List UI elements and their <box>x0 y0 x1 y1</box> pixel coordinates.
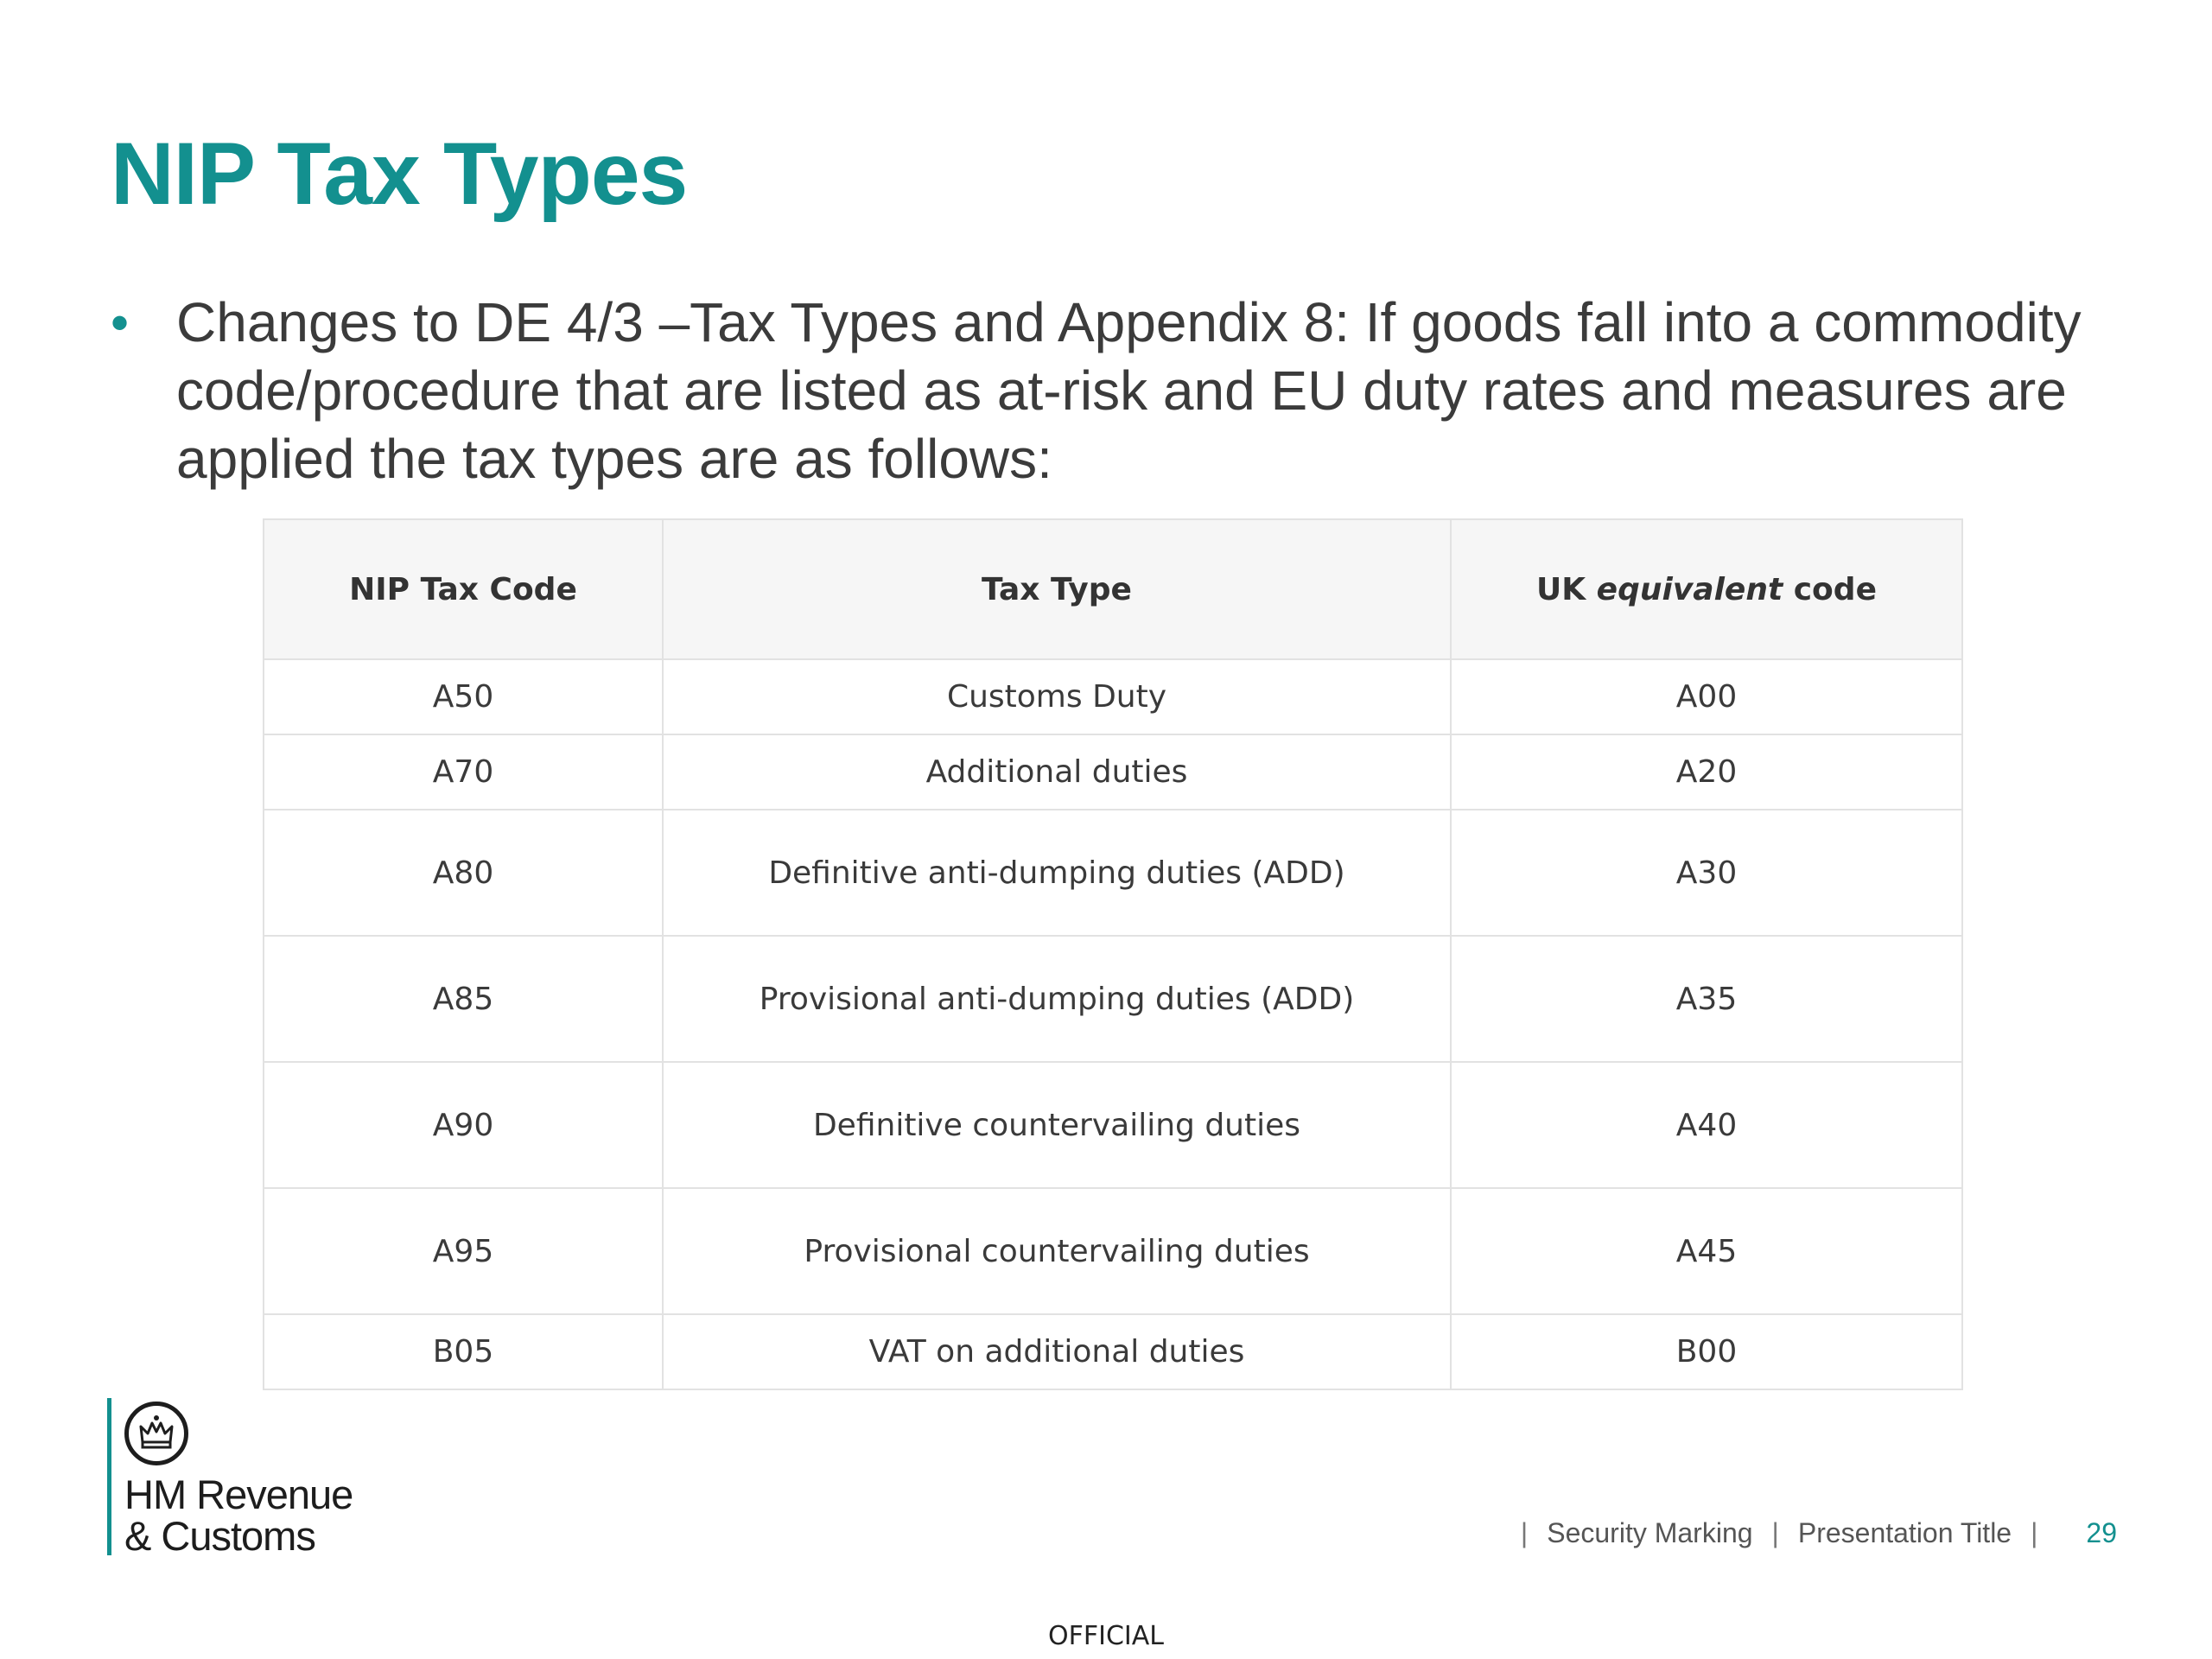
table-row <box>264 734 1962 810</box>
cell-tax-type: Customs Duty <box>663 659 1451 734</box>
page-title: NIP Tax Types <box>111 124 688 223</box>
bullet-point <box>111 289 2133 493</box>
cell-nip-code: A80 <box>264 810 663 936</box>
bullet-text: Changes to DE 4/3 –Tax Types and Appendix 8: If goods fall into a commodity code/procedure that are listed as at-risk and EU duty rates and measures are applied the tax types are as follows: <box>176 291 2082 490</box>
table-row <box>264 810 1962 936</box>
footer-meta <box>1502 1517 2117 1549</box>
footer-separator: | <box>1520 1517 1529 1548</box>
header-uk-equivalent-code <box>1451 519 1962 659</box>
logo-wordmark <box>124 1471 353 1559</box>
footer-separator: | <box>1771 1517 1779 1548</box>
logo-line-1: HM Revenue <box>124 1471 353 1517</box>
header-uk-italic: equivalent <box>1596 571 1783 607</box>
cell-uk-code: A00 <box>1451 659 1962 734</box>
cell-uk-code: A40 <box>1451 1062 1962 1188</box>
cell-tax-type: Provisional anti-dumping duties (ADD) <box>663 936 1451 1062</box>
table-row <box>264 936 1962 1062</box>
cell-uk-code: A30 <box>1451 810 1962 936</box>
header-uk-prefix: UK <box>1536 571 1597 607</box>
official-marking: OFFICIAL <box>1047 1621 1164 1651</box>
hmrc-logo <box>107 1398 384 1559</box>
cell-nip-code: A70 <box>264 734 663 810</box>
presentation-title: Presentation Title <box>1797 1517 2012 1548</box>
cell-nip-code: B05 <box>264 1314 663 1389</box>
page-number: 29 <box>2086 1517 2117 1548</box>
cell-nip-code: A50 <box>264 659 663 734</box>
logo-line-2: & Customs <box>124 1513 315 1559</box>
cell-uk-code: A35 <box>1451 936 1962 1062</box>
logo-accent-bar <box>107 1398 111 1555</box>
cell-tax-type: Definitive anti-dumping duties (ADD) <box>663 810 1451 936</box>
cell-nip-code: A85 <box>264 936 663 1062</box>
tax-types-table <box>263 518 1963 1390</box>
cell-tax-type: Definitive countervailing duties <box>663 1062 1451 1188</box>
table-header-row <box>264 519 1962 659</box>
cell-nip-code: A95 <box>264 1188 663 1314</box>
cell-tax-type: VAT on additional duties <box>663 1314 1451 1389</box>
table-row <box>264 1314 1962 1389</box>
table-row <box>264 659 1962 734</box>
table-row <box>264 1188 1962 1314</box>
footer-separator: | <box>2031 1517 2038 1548</box>
table-row <box>264 1062 1962 1188</box>
bullet-icon: • <box>111 294 130 352</box>
cell-uk-code: A45 <box>1451 1188 1962 1314</box>
cell-nip-code: A90 <box>264 1062 663 1188</box>
cell-uk-code: A20 <box>1451 734 1962 810</box>
header-nip-tax-code: NIP Tax Code <box>264 519 663 659</box>
cell-tax-type: Additional duties <box>663 734 1451 810</box>
cell-tax-type: Provisional countervailing duties <box>663 1188 1451 1314</box>
cell-uk-code: B00 <box>1451 1314 1962 1389</box>
header-tax-type: Tax Type <box>663 519 1451 659</box>
header-uk-suffix: code <box>1783 571 1877 607</box>
crown-crest-icon <box>124 1402 188 1465</box>
security-marking: Security Marking <box>1547 1517 1753 1548</box>
